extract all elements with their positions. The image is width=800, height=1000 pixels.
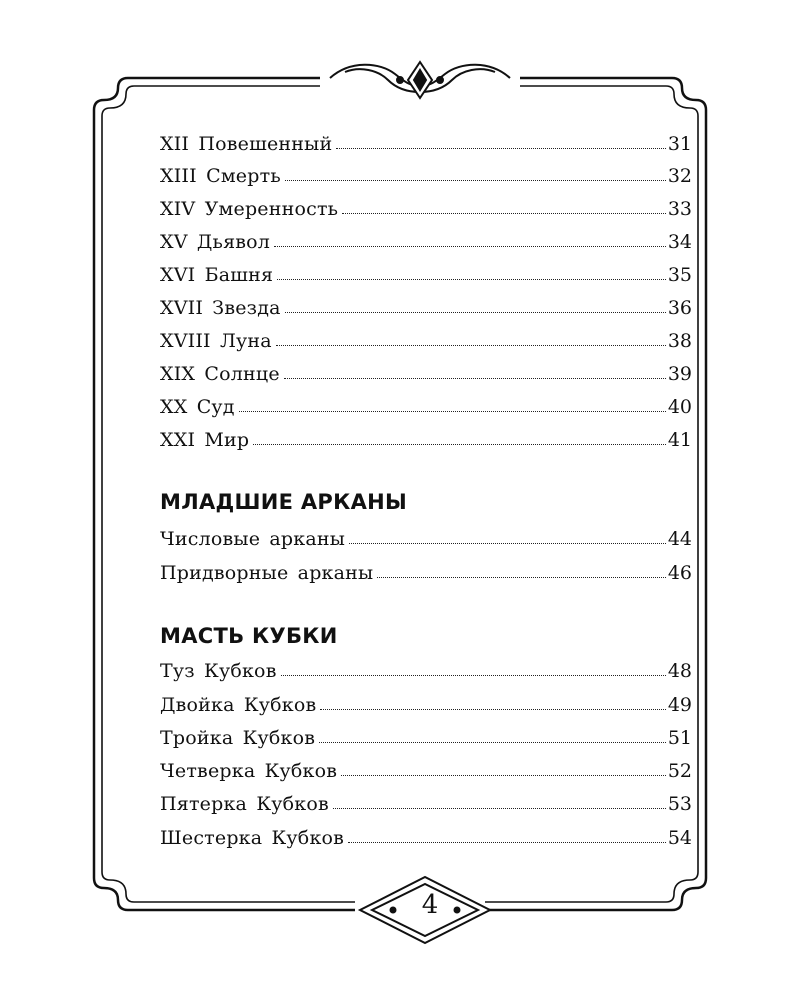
entry-page: 41 xyxy=(667,429,692,451)
entry-title: Тройка Кубков xyxy=(160,727,316,749)
dot-leader xyxy=(336,148,665,149)
toc-entry[interactable] xyxy=(160,719,692,749)
dot-leader xyxy=(274,246,666,247)
entry-page: 52 xyxy=(667,760,692,782)
entry-page: 40 xyxy=(667,396,692,418)
toc-entry[interactable] xyxy=(160,686,692,716)
dot-leader xyxy=(285,312,666,313)
toc-entry[interactable] xyxy=(160,190,692,220)
entry-page: 44 xyxy=(667,528,692,550)
toc-entry[interactable] xyxy=(160,785,692,815)
dot-leader xyxy=(285,180,666,181)
toc-entry[interactable] xyxy=(160,256,692,286)
dot-leader xyxy=(239,411,666,412)
entry-title: XIX Солнце xyxy=(160,363,280,385)
entry-page: 33 xyxy=(667,198,692,220)
dot-leader xyxy=(348,842,666,843)
entry-title: XIII Смерть xyxy=(160,165,281,187)
entry-title: XV Дьявол xyxy=(160,231,271,253)
toc-entry[interactable] xyxy=(160,289,692,319)
toc-entry[interactable] xyxy=(160,652,692,682)
entry-page: 36 xyxy=(667,297,692,319)
toc-entry[interactable] xyxy=(160,125,692,155)
toc-entry[interactable] xyxy=(160,322,692,352)
toc-entry[interactable] xyxy=(160,388,692,418)
dot-leader xyxy=(281,675,666,676)
toc-entry[interactable] xyxy=(160,355,692,385)
entry-title: XIV Умеренность xyxy=(160,198,339,220)
entry-title: Шестерка Кубков xyxy=(160,827,345,849)
section-heading-cups: МАСТЬ КУБКИ xyxy=(160,624,338,648)
dot-leader xyxy=(333,808,666,809)
entry-page: 39 xyxy=(667,363,692,385)
entry-page: 46 xyxy=(667,562,692,584)
entry-page: 54 xyxy=(667,827,692,849)
dot-leader xyxy=(319,742,666,743)
section-heading-minor-arcana: МЛАДШИЕ АРКАНЫ xyxy=(160,490,408,514)
entry-page: 34 xyxy=(667,231,692,253)
dot-leader xyxy=(342,213,666,214)
entry-title: XXI Мир xyxy=(160,429,250,451)
toc-entry[interactable] xyxy=(160,421,692,451)
entry-title: Четверка Кубков xyxy=(160,760,338,782)
entry-title: Пятерка Кубков xyxy=(160,793,329,815)
entry-page: 49 xyxy=(667,694,692,716)
dot-leader xyxy=(253,444,666,445)
dot-leader xyxy=(377,577,665,578)
entry-title: XX Суд xyxy=(160,396,235,418)
entry-page: 32 xyxy=(667,165,692,187)
dot-leader xyxy=(284,378,666,379)
toc-entry[interactable] xyxy=(160,520,692,550)
entry-page: 51 xyxy=(667,727,692,749)
page-number: 4 xyxy=(421,890,439,920)
entry-title: XII Повешенный xyxy=(160,133,333,155)
toc-entry[interactable] xyxy=(160,157,692,187)
dot-leader xyxy=(277,279,666,280)
dot-leader xyxy=(349,543,666,544)
entry-page: 35 xyxy=(667,264,692,286)
toc-entry[interactable] xyxy=(160,752,692,782)
entry-page: 38 xyxy=(667,330,692,352)
entry-title: Двойка Кубков xyxy=(160,694,317,716)
toc-entry[interactable] xyxy=(160,223,692,253)
dot-leader xyxy=(341,775,666,776)
toc-entry[interactable] xyxy=(160,554,692,584)
entry-title: Туз Кубков xyxy=(160,660,277,682)
entry-title: Числовые арканы xyxy=(160,528,346,550)
toc-entry[interactable] xyxy=(160,819,692,849)
entry-title: Придворные арканы xyxy=(160,562,374,584)
entry-title: XVI Башня xyxy=(160,264,274,286)
dot-leader xyxy=(320,709,665,710)
top-ornament-icon xyxy=(320,62,520,98)
entry-page: 53 xyxy=(667,793,692,815)
entry-page: 48 xyxy=(667,660,692,682)
dot-leader xyxy=(276,345,666,346)
entry-page: 31 xyxy=(667,133,692,155)
entry-title: XVIII Луна xyxy=(160,330,272,352)
entry-title: XVII Звезда xyxy=(160,297,281,319)
